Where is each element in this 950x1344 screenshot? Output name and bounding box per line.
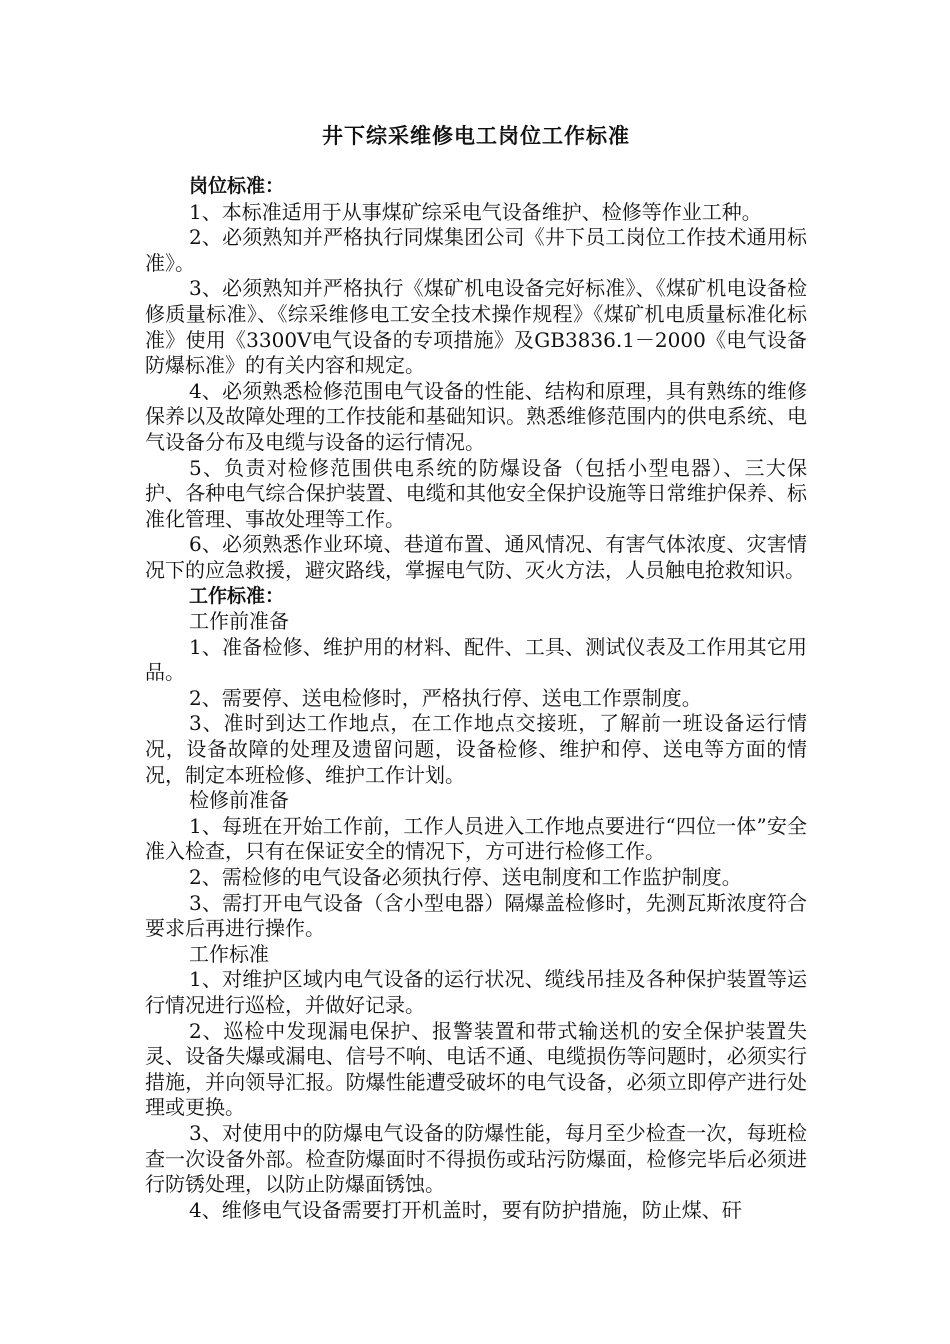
paragraph: 2、必须熟知并严格执行同煤集团公司《井下员工岗位工作技术通用标准》。 xyxy=(145,225,807,275)
subsection-label-pre-repair: 检修前准备 xyxy=(189,788,289,813)
paragraph: 5、负责对检修范围供电系统的防爆设备（包括小型电器）、三大保护、各种电气综合保护装置、电缆和其他安全保护设施等日常维护保养、标准化管理、事故处理等工作。 xyxy=(145,455,807,531)
document-page xyxy=(145,122,807,1223)
paragraph: 1、准备检修、维护用的材料、配件、工具、测试仪表及工作用其它用品。 xyxy=(145,634,807,685)
paragraph: 3、必须熟知并严格执行《煤矿机电设备完好标准》、《煤矿机电设备检修质量标准》、《综采维修电工安全技术操作规程》《煤矿机电质量标准化标准》使用《3300V电气设备的专项措施》及GB3836.1－2000《电气设备防爆标准》的有关内容和规定。 xyxy=(145,276,807,378)
paragraph: 2、需要停、送电检修时，严格执行停、送电工作票制度。 xyxy=(189,685,702,710)
section-heading-post-standard: 岗位标准： xyxy=(189,175,285,197)
paragraph: 3、对使用中的防爆电气设备的防爆性能，每月至少检查一次，每班检查一次设备外部。检查防爆面时不得损伤或玷污防爆面，检修完毕后必须进行防锈处理，以防止防爆面锈蚀。 xyxy=(145,1120,807,1197)
paragraph: 3、准时到达工作地点，在工作地点交接班，了解前一班设备运行情况，设备故障的处理及遗留问题，设备检修、维护和停、送电等方面的情况，制定本班检修、维护工作计划。 xyxy=(145,711,807,787)
paragraph: 3、需打开电气设备（含小型电器）隔爆盖检修时，先测瓦斯浓度符合要求后再进行操作。 xyxy=(145,890,807,941)
subsection-label-work-standard: 工作标准 xyxy=(189,941,269,966)
paragraph: 1、对维护区域内电气设备的运行状况、缆线吊挂及各种保护装置等运行情况进行巡检，并做好记录。 xyxy=(145,967,807,1017)
paragraph: 4、必须熟悉检修范围电气设备的性能、结构和原理，具有熟练的维修保养以及故障处理的工作技能和基础知识。熟悉维修范围内的供电系统、电气设备分布及电缆与设备的运行情况。 xyxy=(145,378,807,454)
paragraph: 2、巡检中发现漏电保护、报警装置和带式输送机的安全保护装置失灵、设备失爆或漏电、信号不响、电话不通、电缆损伤等问题时，必须实行措施，并向领导汇报。防爆性能遭受破坏的电气设备，必须立即停产进行处理或更换。 xyxy=(145,1018,807,1120)
paragraph: 4、维修电气设备需要打开机盖时，要有防护措施，防止煤、矸 xyxy=(189,1197,742,1222)
paragraph: 1、本标准适用于从事煤矿综采电气设备维护、检修等作业工种。 xyxy=(189,199,762,224)
section-heading-work-standard: 工作标准： xyxy=(189,584,285,607)
paragraph: 6、必须熟悉作业环境、巷道布置、通风情况、有害气体浓度、灾害情况下的应急救援，避灾路线，掌握电气防、灭火方法，人员触电抢救知识。 xyxy=(145,532,807,582)
paragraph: 2、需检修的电气设备必须执行停、送电制度和工作监护制度。 xyxy=(189,865,742,890)
subsection-label-pre-work: 工作前准备 xyxy=(189,609,289,634)
paragraph: 1、每班在开始工作前，工作人员进入工作地点要进行“四位一体”安全准入检查，只有在保证安全的情况下，方可进行检修工作。 xyxy=(145,813,807,864)
document-title: 井下综采维修电工岗位工作标准 xyxy=(322,124,630,148)
